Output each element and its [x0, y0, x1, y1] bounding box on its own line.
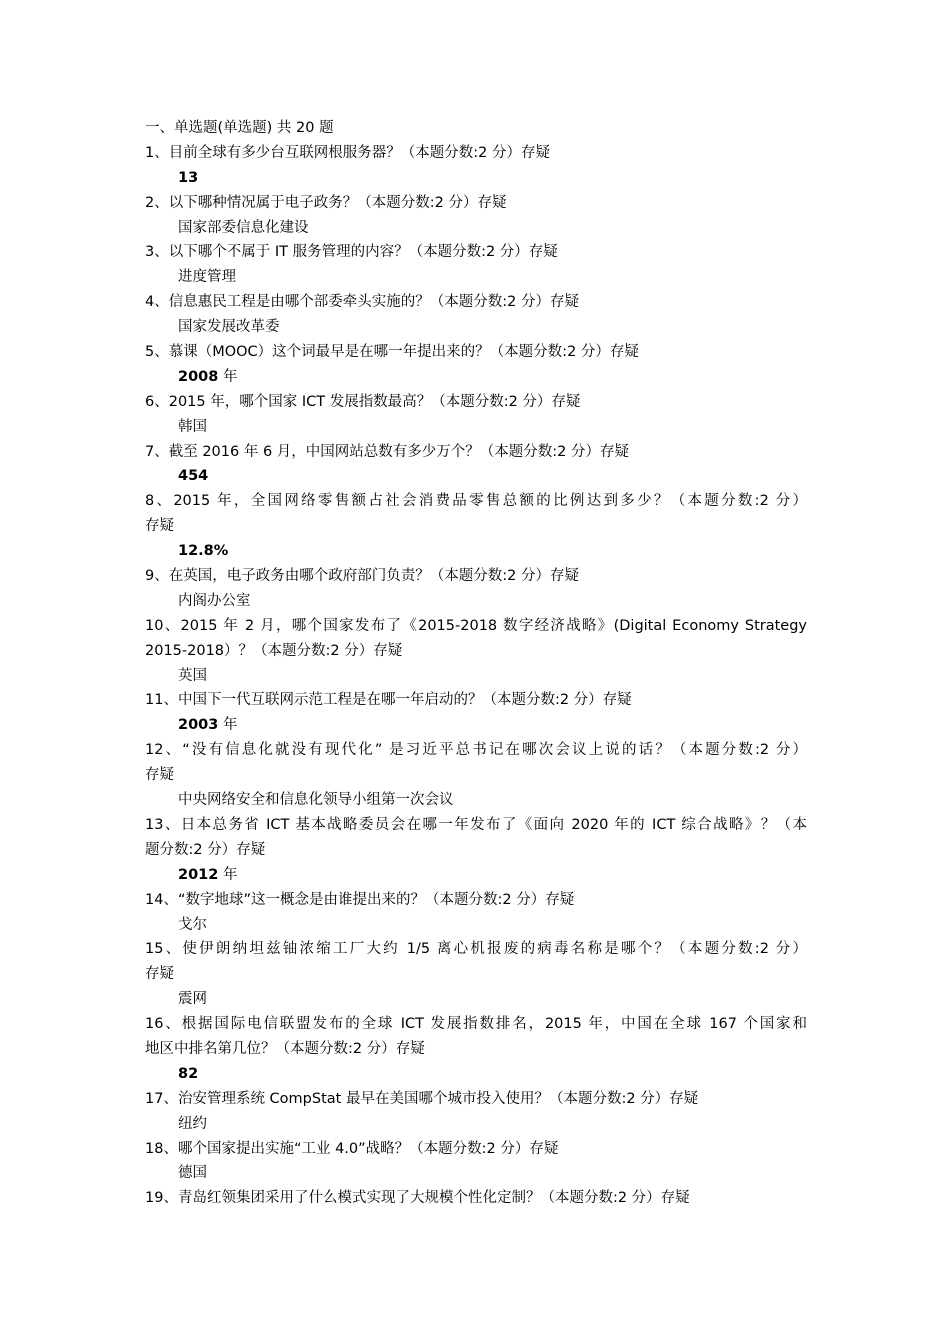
answer-text [145, 788, 807, 813]
answer-rest: 震网 [178, 991, 207, 1008]
answer-rest: 戈尔 [178, 916, 207, 933]
answer-rest: 英国 [178, 667, 207, 684]
answer-text [145, 913, 807, 938]
answer-text [145, 216, 807, 241]
question-text: 10、2015 年 2 月，哪个国家发布了《2015-2018 数字经济战略》(Digital Economy Strategy [145, 617, 807, 634]
answer-rest: 德国 [178, 1165, 207, 1182]
answer-rest: 年 [218, 717, 238, 734]
question-item [145, 614, 807, 689]
question-item [145, 440, 807, 490]
question-item [145, 888, 807, 938]
answer-rest: 纽约 [178, 1115, 207, 1132]
answer-text [145, 415, 807, 440]
question-text: 16、根据国际电信联盟发布的全球 ICT 发展指数排名，2015 年，中国在全球 167 个国家和 [145, 1016, 807, 1033]
answer-text [145, 987, 807, 1012]
answer-bold: 454 [178, 468, 209, 485]
answer-bold: 2008 [178, 368, 219, 385]
answer-text [145, 265, 807, 290]
answer-text [145, 589, 807, 614]
answer-text [145, 1112, 807, 1137]
question-text: 1、目前全球有多少台互联网根服务器？（本题分数:2 分）存疑 [145, 144, 550, 161]
question-text: 存疑 [145, 518, 174, 535]
answer-text [145, 365, 807, 390]
question-text: 3、以下哪个不属于 IT 服务管理的内容？（本题分数:2 分）存疑 [145, 244, 558, 261]
question-text: 5、慕课（MOOC）这个词最早是在哪一年提出来的？（本题分数:2 分）存疑 [145, 344, 639, 361]
question-item [145, 564, 807, 614]
answer-text [145, 464, 807, 489]
answer-rest: 国家部委信息化建设 [178, 219, 309, 236]
question-text: 15、使伊朗纳坦兹铀浓缩工厂大约 1/5 离心机报废的病毒名称是哪个？（本题分数:2 分） [145, 941, 807, 958]
answer-text [145, 539, 807, 564]
question-item [145, 290, 807, 340]
answer-text [145, 1062, 807, 1087]
question-item [145, 1137, 807, 1187]
answer-text [145, 863, 807, 888]
section-header: 一、单选题(单选题) 共 20 题 [145, 120, 334, 136]
answer-rest: 年 [218, 866, 238, 883]
question-item [145, 489, 807, 564]
question-item [145, 141, 807, 191]
question-item [145, 1087, 807, 1137]
question-text: 18、哪个国家提出实施“工业 4.0”战略？（本题分数:2 分）存疑 [145, 1140, 559, 1157]
answer-text [145, 664, 807, 689]
answer-bold: 82 [178, 1065, 199, 1082]
answer-rest: 年 [218, 368, 238, 385]
answer-text [145, 1161, 807, 1186]
question-text: 7、截至 2016 年 6 月，中国网站总数有多少万个？（本题分数:2 分）存疑 [145, 443, 630, 460]
answer-rest: 中央网络安全和信息化领导小组第一次会议 [178, 792, 454, 809]
question-text: 题分数:2 分）存疑 [145, 841, 266, 858]
question-text: 2015-2018）？（本题分数:2 分）存疑 [145, 642, 403, 659]
answer-text [145, 713, 807, 738]
question-item [145, 340, 807, 390]
answer-rest: 韩国 [178, 418, 207, 435]
question-text: 13、日本总务省 ICT 基本战略委员会在哪一年发布了《面向 2020 年的 ICT 综合战略》？（本 [145, 816, 807, 833]
document-page [145, 116, 807, 1211]
question-item [145, 738, 807, 813]
question-text: 14、“数字地球”这一概念是由谁提出来的？（本题分数:2 分）存疑 [145, 891, 575, 908]
question-text: 11、中国下一代互联网示范工程是在哪一年启动的？（本题分数:2 分）存疑 [145, 692, 632, 709]
question-text: 存疑 [145, 767, 174, 784]
question-text: 8、2015 年，全国网络零售额占社会消费品零售总额的比例达到多少？（本题分数:2 分） [145, 493, 807, 510]
answer-rest: 内阁办公室 [178, 592, 251, 609]
answer-text [145, 315, 807, 340]
question-item [145, 688, 807, 738]
question-item [145, 240, 807, 290]
question-item [145, 937, 807, 1012]
question-text: 2、以下哪种情况属于电子政务？（本题分数:2 分）存疑 [145, 194, 507, 211]
question-item [145, 1012, 807, 1087]
answer-rest: 进度管理 [178, 269, 236, 286]
question-text: 地区中排名第几位？（本题分数:2 分）存疑 [145, 1040, 425, 1057]
question-item [145, 813, 807, 888]
answer-bold: 2012 [178, 866, 219, 883]
question-text: 19、青岛红领集团采用了什么模式实现了大规模个性化定制？（本题分数:2 分）存疑 [145, 1190, 690, 1207]
question-text: 12、“没有信息化就没有现代化” 是习近平总书记在哪次会议上说的话？（本题分数:2 分） [145, 742, 807, 759]
answer-bold: 13 [178, 169, 199, 186]
answer-rest: 国家发展改革委 [178, 319, 280, 336]
question-text: 4、信息惠民工程是由哪个部委牵头实施的？（本题分数:2 分）存疑 [145, 294, 579, 311]
question-text: 17、治安管理系统 CompStat 最早在美国哪个城市投入使用？（本题分数:2 分）存疑 [145, 1090, 699, 1107]
question-text: 存疑 [145, 966, 174, 983]
answer-text [145, 166, 807, 191]
question-text: 6、2015 年，哪个国家 ICT 发展指数最高？（本题分数:2 分）存疑 [145, 393, 581, 410]
question-item [145, 191, 807, 241]
answer-bold: 2003 [178, 717, 219, 734]
answer-bold: 12.8% [178, 543, 229, 560]
question-text: 9、在英国，电子政务由哪个政府部门负责？（本题分数:2 分）存疑 [145, 568, 579, 585]
question-item [145, 390, 807, 440]
question-item [145, 1186, 807, 1211]
